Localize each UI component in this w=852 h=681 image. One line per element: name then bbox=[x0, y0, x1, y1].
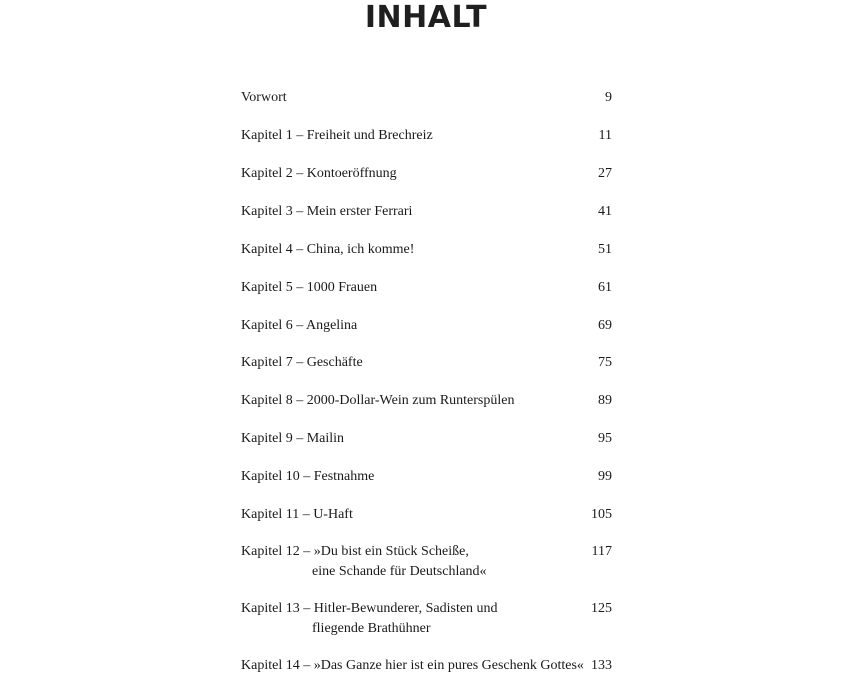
toc-entry-label bbox=[241, 126, 433, 146]
toc-page-number: 89 bbox=[598, 393, 612, 408]
toc-chapter: Kapitel 11 – bbox=[241, 507, 310, 522]
toc-page-number: 61 bbox=[598, 280, 612, 295]
toc-title: Kontoeröffnung bbox=[306, 166, 397, 181]
toc-entry-label bbox=[241, 505, 353, 525]
toc-page-number: 99 bbox=[598, 469, 612, 484]
toc-entry-label bbox=[241, 278, 377, 298]
toc-chapter: Kapitel 4 – bbox=[241, 242, 304, 257]
toc-page-number: 9 bbox=[605, 90, 612, 105]
toc-entry-label bbox=[241, 240, 414, 260]
toc-page-number: 105 bbox=[591, 507, 612, 522]
toc-title: Hitler-Bewunderer, Sadisten und bbox=[313, 601, 498, 616]
toc-entry-label bbox=[241, 599, 498, 639]
toc-page-number: 27 bbox=[598, 166, 612, 181]
toc-entry-label bbox=[241, 429, 344, 449]
toc-page-number: 51 bbox=[598, 242, 612, 257]
toc-chapter: Kapitel 7 – bbox=[241, 355, 304, 370]
toc-title: 2000-Dollar-Wein zum Runterspülen bbox=[306, 393, 515, 408]
toc-chapter: Kapitel 10 – bbox=[241, 469, 311, 484]
toc-entry-label bbox=[241, 164, 397, 184]
toc-chapter: Kapitel 3 – bbox=[241, 204, 304, 219]
toc-page-number: 69 bbox=[598, 318, 612, 333]
toc-chapter: Kapitel 5 – bbox=[241, 280, 304, 295]
toc-chapter: Kapitel 12 – bbox=[241, 544, 311, 559]
toc-title-line-2: eine Schande für Deutschland« bbox=[312, 564, 487, 579]
toc-page-number: 11 bbox=[598, 128, 612, 143]
toc-chapter: Kapitel 6 – bbox=[241, 318, 304, 333]
toc-title-line-2: fliegende Brathühner bbox=[312, 621, 431, 636]
toc-chapter: Kapitel 1 – bbox=[241, 128, 304, 143]
toc-page-number: 75 bbox=[598, 355, 612, 370]
toc-entry-label bbox=[241, 353, 363, 373]
page-title: INHALT bbox=[364, 0, 488, 35]
toc-chapter: Kapitel 2 – bbox=[241, 166, 304, 181]
toc-chapter: Kapitel 13 – bbox=[241, 601, 311, 616]
toc-entry-label bbox=[241, 316, 357, 336]
toc-title: Mailin bbox=[306, 431, 345, 446]
toc-chapter: Kapitel 8 – bbox=[241, 393, 304, 408]
toc-page-number: 125 bbox=[591, 601, 612, 616]
toc-title: »Du bist ein Stück Scheiße, bbox=[313, 544, 469, 559]
toc-title: Festnahme bbox=[313, 469, 375, 484]
toc-title: Angelina bbox=[305, 318, 358, 333]
toc-entry-label bbox=[241, 202, 412, 222]
toc-entry-label bbox=[241, 88, 287, 108]
toc-title: Mein erster Ferrari bbox=[306, 204, 413, 219]
toc-chapter: Vorwort bbox=[241, 90, 287, 105]
toc-title: U-Haft bbox=[313, 507, 353, 522]
toc-page-number: 133 bbox=[591, 658, 612, 673]
toc-title: Geschäfte bbox=[306, 355, 363, 370]
toc-page-number: 95 bbox=[598, 431, 612, 446]
toc-entry-label bbox=[241, 656, 584, 676]
toc-title: »Das Ganze hier ist ein pures Geschenk Gottes« bbox=[313, 658, 584, 673]
toc-title: Freiheit und Brechreiz bbox=[306, 128, 433, 143]
toc-page-number: 41 bbox=[598, 204, 612, 219]
toc-title: China, ich komme! bbox=[306, 242, 415, 257]
toc-page-number: 117 bbox=[591, 544, 612, 559]
toc-chapter: Kapitel 14 – bbox=[241, 658, 311, 673]
toc-title: 1000 Frauen bbox=[306, 280, 378, 295]
toc-entry-label bbox=[241, 542, 487, 582]
toc-entry-label bbox=[241, 391, 514, 411]
toc-entry-label bbox=[241, 467, 374, 487]
toc-chapter: Kapitel 9 – bbox=[241, 431, 304, 446]
